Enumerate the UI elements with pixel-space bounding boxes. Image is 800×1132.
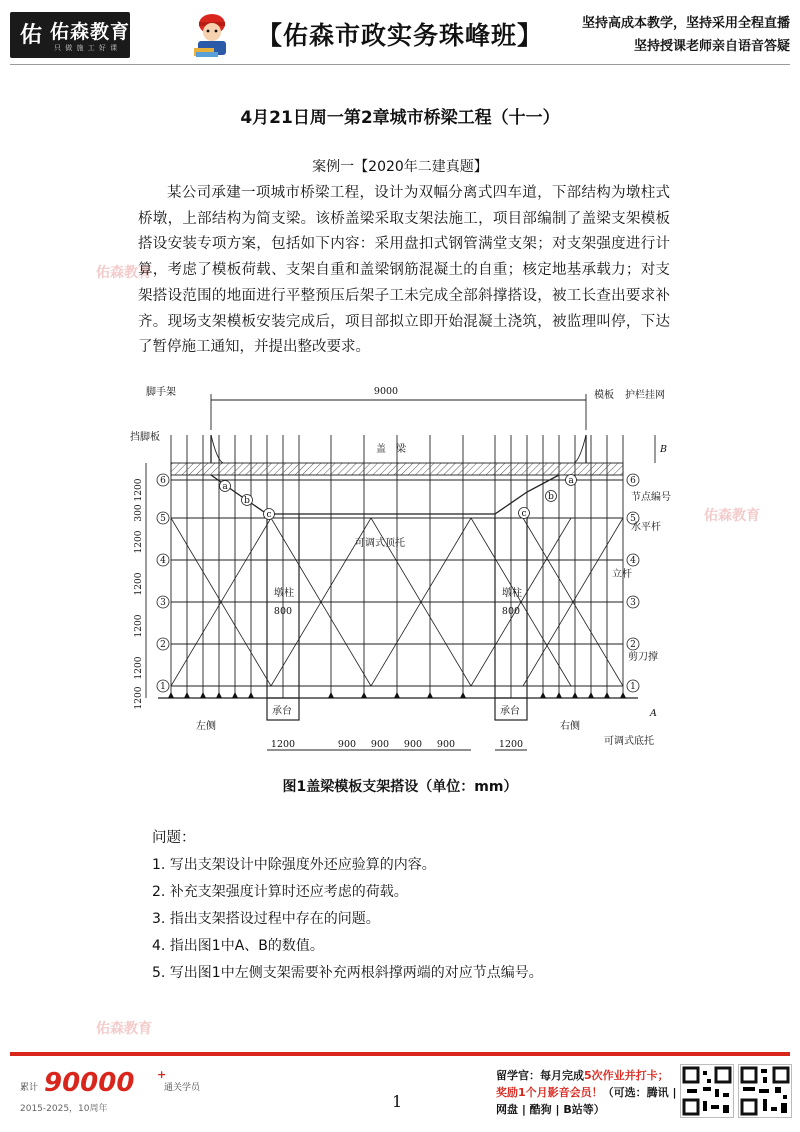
node-c: c bbox=[521, 509, 527, 519]
svg-text:墩柱: 墩柱 bbox=[274, 588, 294, 599]
header-divider bbox=[10, 64, 790, 65]
mascot-illustration bbox=[186, 8, 238, 60]
svg-text:挡脚板: 挡脚板 bbox=[130, 432, 160, 443]
stat-number: 90000 bbox=[44, 1068, 135, 1098]
svg-text:墩柱: 墩柱 bbox=[502, 588, 522, 599]
logo-tagline: 只 做 施 工 好 课 bbox=[54, 44, 119, 52]
pier-width: 800 bbox=[501, 606, 521, 617]
svg-text:1200: 1200 bbox=[134, 572, 144, 596]
svg-text:900: 900 bbox=[436, 739, 456, 750]
figure-caption: 图1盖梁模板支架搭设（单位：mm） bbox=[282, 779, 518, 795]
footer-divider bbox=[10, 1052, 790, 1056]
svg-text:1200: 1200 bbox=[134, 686, 144, 710]
node-b: b bbox=[244, 496, 250, 506]
node-5: 5 bbox=[630, 514, 636, 524]
questions-heading: 问题： bbox=[152, 830, 196, 846]
node-4: 4 bbox=[160, 556, 166, 566]
svg-text:右侧: 右侧 bbox=[560, 721, 580, 732]
node-6: 6 bbox=[160, 476, 166, 486]
question-item: 1. 写出支架设计中除强度外还应验算的内容。 bbox=[152, 857, 436, 873]
promo-line-3: 网盘 | 酷狗 | B站等） bbox=[496, 1103, 605, 1116]
node-1: 1 bbox=[630, 682, 636, 692]
stat-lead: 累计 bbox=[20, 1083, 39, 1093]
svg-text:900: 900 bbox=[337, 739, 357, 750]
svg-text:900: 900 bbox=[403, 739, 423, 750]
svg-text:水平杆: 水平杆 bbox=[631, 522, 661, 533]
stat-plus: + bbox=[157, 1068, 167, 1081]
node-b: b bbox=[548, 492, 554, 502]
svg-text:1200: 1200 bbox=[134, 530, 144, 554]
case-description: 某公司承建一项城市桥梁工程，设计为双幅分离式四车道，下部结构为墩柱式桥墩，上部结构为简支梁。该桥盖梁采取支架法施工，项目部编制了盖梁支架模板搭设安装专项方案，包括如下内容：采用盘扣式钢管满堂支架；对支架强度进行计算，考虑了模板荷载、支架自重和盖梁钢筋混凝土的自重；核定地基承载力；对支架搭设范围的地面进行平整预压后架子工未完成全部斜撑搭设，被工长查出要求补齐。现场支架模板安装完成后，项目部拟立即开始混凝土浇筑，被监理叫停，下达了暂停施工通知，并提出整改要求。 bbox=[138, 185, 670, 356]
dim-B: B bbox=[660, 444, 667, 455]
qr-code[interactable] bbox=[738, 1064, 792, 1118]
question-item: 3. 指出支架搭设过程中存在的问题。 bbox=[152, 911, 380, 927]
slogan-line-2: 坚持授课老师亲自语音答疑 bbox=[633, 39, 790, 54]
node-2: 2 bbox=[630, 640, 636, 650]
svg-text:1200: 1200 bbox=[270, 739, 296, 750]
svg-text:模板: 模板 bbox=[594, 390, 614, 401]
page-title: 4月21日周一第2章城市桥梁工程（十一） bbox=[240, 108, 560, 128]
node-6: 6 bbox=[630, 476, 636, 486]
node-a: a bbox=[222, 482, 228, 492]
node-2: 2 bbox=[160, 640, 166, 650]
svg-text:剪刀撑: 剪刀撑 bbox=[628, 652, 658, 663]
case-title: 案例一【2020年二建真题】 bbox=[312, 159, 488, 175]
svg-text:承台: 承台 bbox=[500, 706, 520, 717]
svg-text:节点编号: 节点编号 bbox=[631, 492, 671, 503]
node-4: 4 bbox=[630, 556, 636, 566]
node-3: 3 bbox=[630, 598, 636, 608]
watermark: 佑森教育 bbox=[96, 1021, 152, 1037]
question-item: 4. 指出图1中A、B的数值。 bbox=[152, 938, 324, 954]
dim-A: A bbox=[650, 708, 657, 719]
node-5: 5 bbox=[160, 514, 166, 524]
node-3: 3 bbox=[160, 598, 166, 608]
svg-text:可调式底托: 可调式底托 bbox=[604, 736, 654, 747]
scaffold-diagram bbox=[128, 380, 673, 770]
question-item: 2. 补充支架强度计算时还应考虑的荷载。 bbox=[152, 884, 408, 900]
logo-mark: 佑 bbox=[19, 22, 42, 48]
node-c: c bbox=[266, 510, 272, 520]
pier-width: 800 bbox=[273, 606, 293, 617]
svg-text:300: 300 bbox=[134, 504, 144, 522]
slogan-line-1: 坚持高成本教学，坚持采用全程直播 bbox=[581, 16, 790, 31]
course-title: 【佑森市政实务珠峰班】 bbox=[257, 21, 544, 50]
svg-text:可调式顶托: 可调式顶托 bbox=[355, 538, 405, 549]
logo-name: 佑森教育 bbox=[50, 21, 131, 43]
svg-text:护栏挂网: 护栏挂网 bbox=[625, 390, 665, 401]
brand-logo bbox=[10, 12, 130, 58]
stat-tail: 通关学员 bbox=[164, 1083, 201, 1093]
svg-text:承台: 承台 bbox=[272, 706, 292, 717]
page-number: 1 bbox=[392, 1092, 403, 1111]
svg-text:立杆: 立杆 bbox=[612, 569, 632, 580]
node-circles bbox=[157, 474, 639, 692]
watermark: 佑森教育 bbox=[704, 508, 760, 524]
promo-line-1: 留学官：每月完成5次作业并打卡； bbox=[496, 1069, 669, 1082]
stat-years: 2015-2025，10周年 bbox=[20, 1104, 108, 1114]
svg-text:1200: 1200 bbox=[498, 739, 524, 750]
svg-text:1200: 1200 bbox=[134, 478, 144, 502]
watermark: 佑森教育 bbox=[96, 265, 152, 281]
svg-text:左侧: 左侧 bbox=[196, 721, 216, 732]
question-item: 5. 写出图1中左侧支架需要补充两根斜撑两端的对应节点编号。 bbox=[152, 965, 543, 981]
node-a: a bbox=[568, 476, 574, 486]
svg-text:盖 梁: 盖 梁 bbox=[376, 444, 406, 455]
svg-text:1200: 1200 bbox=[134, 614, 144, 638]
qr-code[interactable] bbox=[680, 1064, 734, 1118]
promo-line-2: 奖励1个月影音会员！（可选：腾讯 | bbox=[496, 1086, 677, 1099]
base-supports bbox=[168, 692, 626, 698]
svg-text:900: 900 bbox=[370, 739, 390, 750]
node-1: 1 bbox=[160, 682, 166, 692]
svg-text:脚手架: 脚手架 bbox=[146, 387, 176, 398]
top-dimension: 9000 bbox=[373, 386, 399, 397]
svg-text:1200: 1200 bbox=[134, 656, 144, 680]
